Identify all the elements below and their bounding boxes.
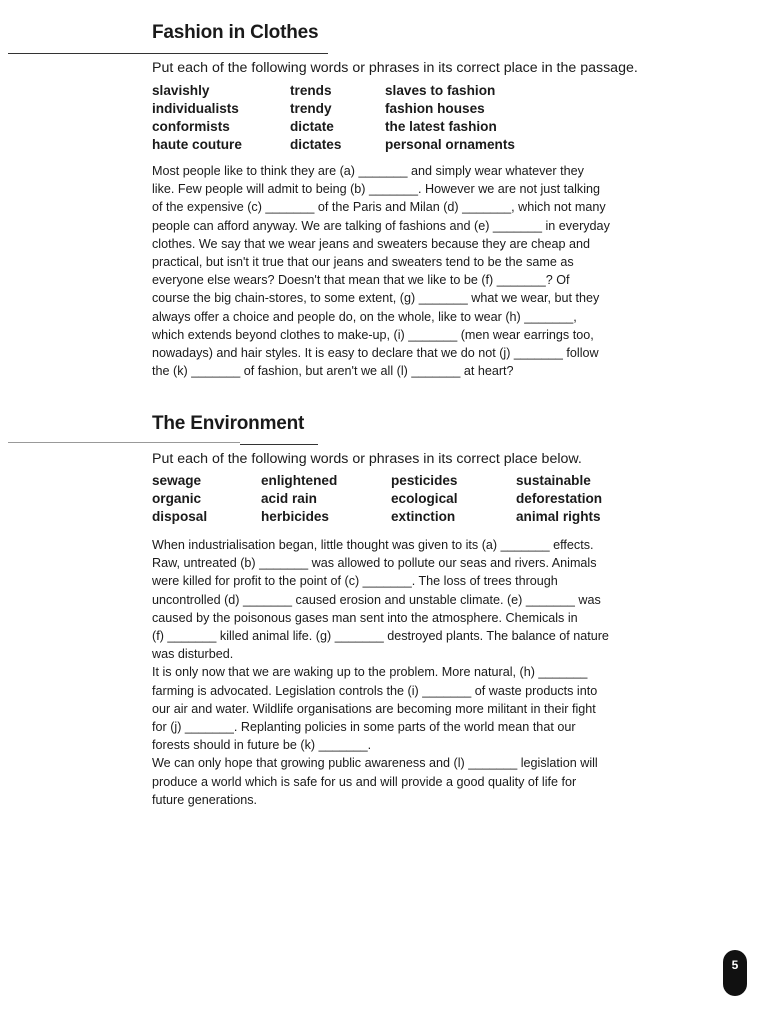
page-number: 5: [731, 958, 739, 972]
word-item: personal ornaments: [385, 137, 515, 152]
passage-line: caused by the poisonous gases man sent into the atmosphere. Chemicals in: [152, 610, 578, 625]
passage-line: which extends beyond clothes to make-up, (i) _______ (men wear earrings too,: [152, 327, 594, 342]
word-item: haute couture: [152, 137, 242, 152]
passage-line: forests should in future be (k) _______.: [152, 738, 372, 753]
passage-line: When industrialisation began, little thought was given to its (a) _______ effects.: [152, 538, 594, 552]
environment-title-underline: [240, 444, 318, 445]
word-item: trendy: [290, 101, 332, 116]
passage-line: It is only now that we are waking up to the problem. More natural, (h) _______: [152, 665, 588, 680]
passage-line: our air and water. Wildlife organisations are becoming more militant in their fight: [152, 701, 596, 716]
passage-line: uncontrolled (d) _______ caused erosion and unstable climate. (e) _______ was: [152, 592, 601, 607]
passage-line: farming is advocated. Legislation controls the (i) _______ of waste products into: [152, 683, 598, 698]
passage-line: nowadays) and hair styles. It is easy to declare that we do not (j) _______ follow: [152, 346, 599, 361]
fashion-title: Fashion in Clothes: [152, 22, 319, 43]
environment-title: The Environment: [152, 413, 305, 434]
fashion-word-box: [152, 82, 585, 154]
environment-passage: [152, 536, 672, 809]
passage-line: Raw, untreated (b) _______ was allowed to pollute our seas and rivers. Animals: [152, 556, 597, 571]
passage-line: future generations.: [152, 792, 258, 807]
word-item: ecological: [391, 491, 458, 506]
passage-line: (f) _______ killed animal life. (g) _______ destroyed plants. The balance of nature: [152, 629, 609, 644]
passage-line: everyone else wears? Doesn't that mean that we like to be (f) _______? Of: [152, 273, 570, 288]
word-item: extinction: [391, 509, 456, 524]
passage-line: Most people like to think they are (a) _______ and simply wear whatever they: [152, 164, 584, 178]
passage-line: clothes. We say that we wear jeans and sweaters because they are cheap and: [152, 236, 591, 251]
passage-line: We can only hope that growing public awareness and (l) _______ legislation will: [152, 756, 598, 771]
word-item: animal rights: [516, 509, 601, 524]
word-item: pesticides: [391, 473, 458, 488]
fashion-instruction: Put each of the following words or phrases in its correct place in the passage.: [152, 60, 638, 76]
passage-line: were killed for profit to the point of (c) _______. The loss of trees through: [152, 574, 558, 589]
word-item: fashion houses: [385, 101, 485, 116]
word-item: herbicides: [261, 509, 329, 524]
word-item: dictates: [290, 137, 342, 152]
environment-title-rule: [8, 442, 240, 443]
word-item: conformists: [152, 119, 230, 134]
passage-line: people can afford anyway. We are talking of fashions and (e) _______ in everyday: [152, 218, 610, 233]
word-item: acid rain: [261, 491, 317, 506]
word-item: individualists: [152, 101, 239, 116]
passage-line: of the expensive (c) _______ of the Paris and Milan (d) _______, which not many: [152, 200, 606, 215]
word-item: dictate: [290, 119, 334, 134]
environment-instruction: Put each of the following words or phrases in its correct place below.: [152, 451, 582, 467]
word-item: disposal: [152, 509, 208, 524]
word-item: slavishly: [152, 83, 210, 98]
passage-line: for (j) _______. Replanting policies in some parts of the world mean that our: [152, 720, 576, 735]
word-item: slaves to fashion: [385, 83, 496, 98]
passage-line: produce a world which is safe for us and will provide a good quality of life for: [152, 774, 577, 789]
passage-line: course the big chain-stores, to some extent, (g) _______ what we wear, but they: [152, 291, 600, 306]
passage-line: like. Few people will admit to being (b) _______. However we are not just talking: [152, 182, 601, 197]
word-item: trends: [290, 83, 332, 98]
fashion-passage: [152, 162, 672, 380]
word-item: sewage: [152, 473, 202, 488]
word-item: the latest fashion: [385, 119, 497, 134]
word-item: sustainable: [516, 473, 591, 488]
passage-line: was disturbed.: [152, 647, 234, 662]
passage-line: the (k) _______ of fashion, but aren't we all (l) _______ at heart?: [152, 364, 514, 379]
word-item: deforestation: [516, 491, 603, 506]
passage-line: practical, but isn't it true that our jeans and sweaters tend to be the same as: [152, 255, 574, 270]
environment-word-box: [152, 472, 636, 526]
word-item: enlightened: [261, 473, 338, 488]
word-item: organic: [152, 491, 202, 506]
passage-line: always offer a choice and people do, on the whole, like to wear (h) _______,: [152, 309, 577, 324]
page-number-badge: [723, 950, 747, 996]
fashion-title-rule: [8, 53, 328, 54]
